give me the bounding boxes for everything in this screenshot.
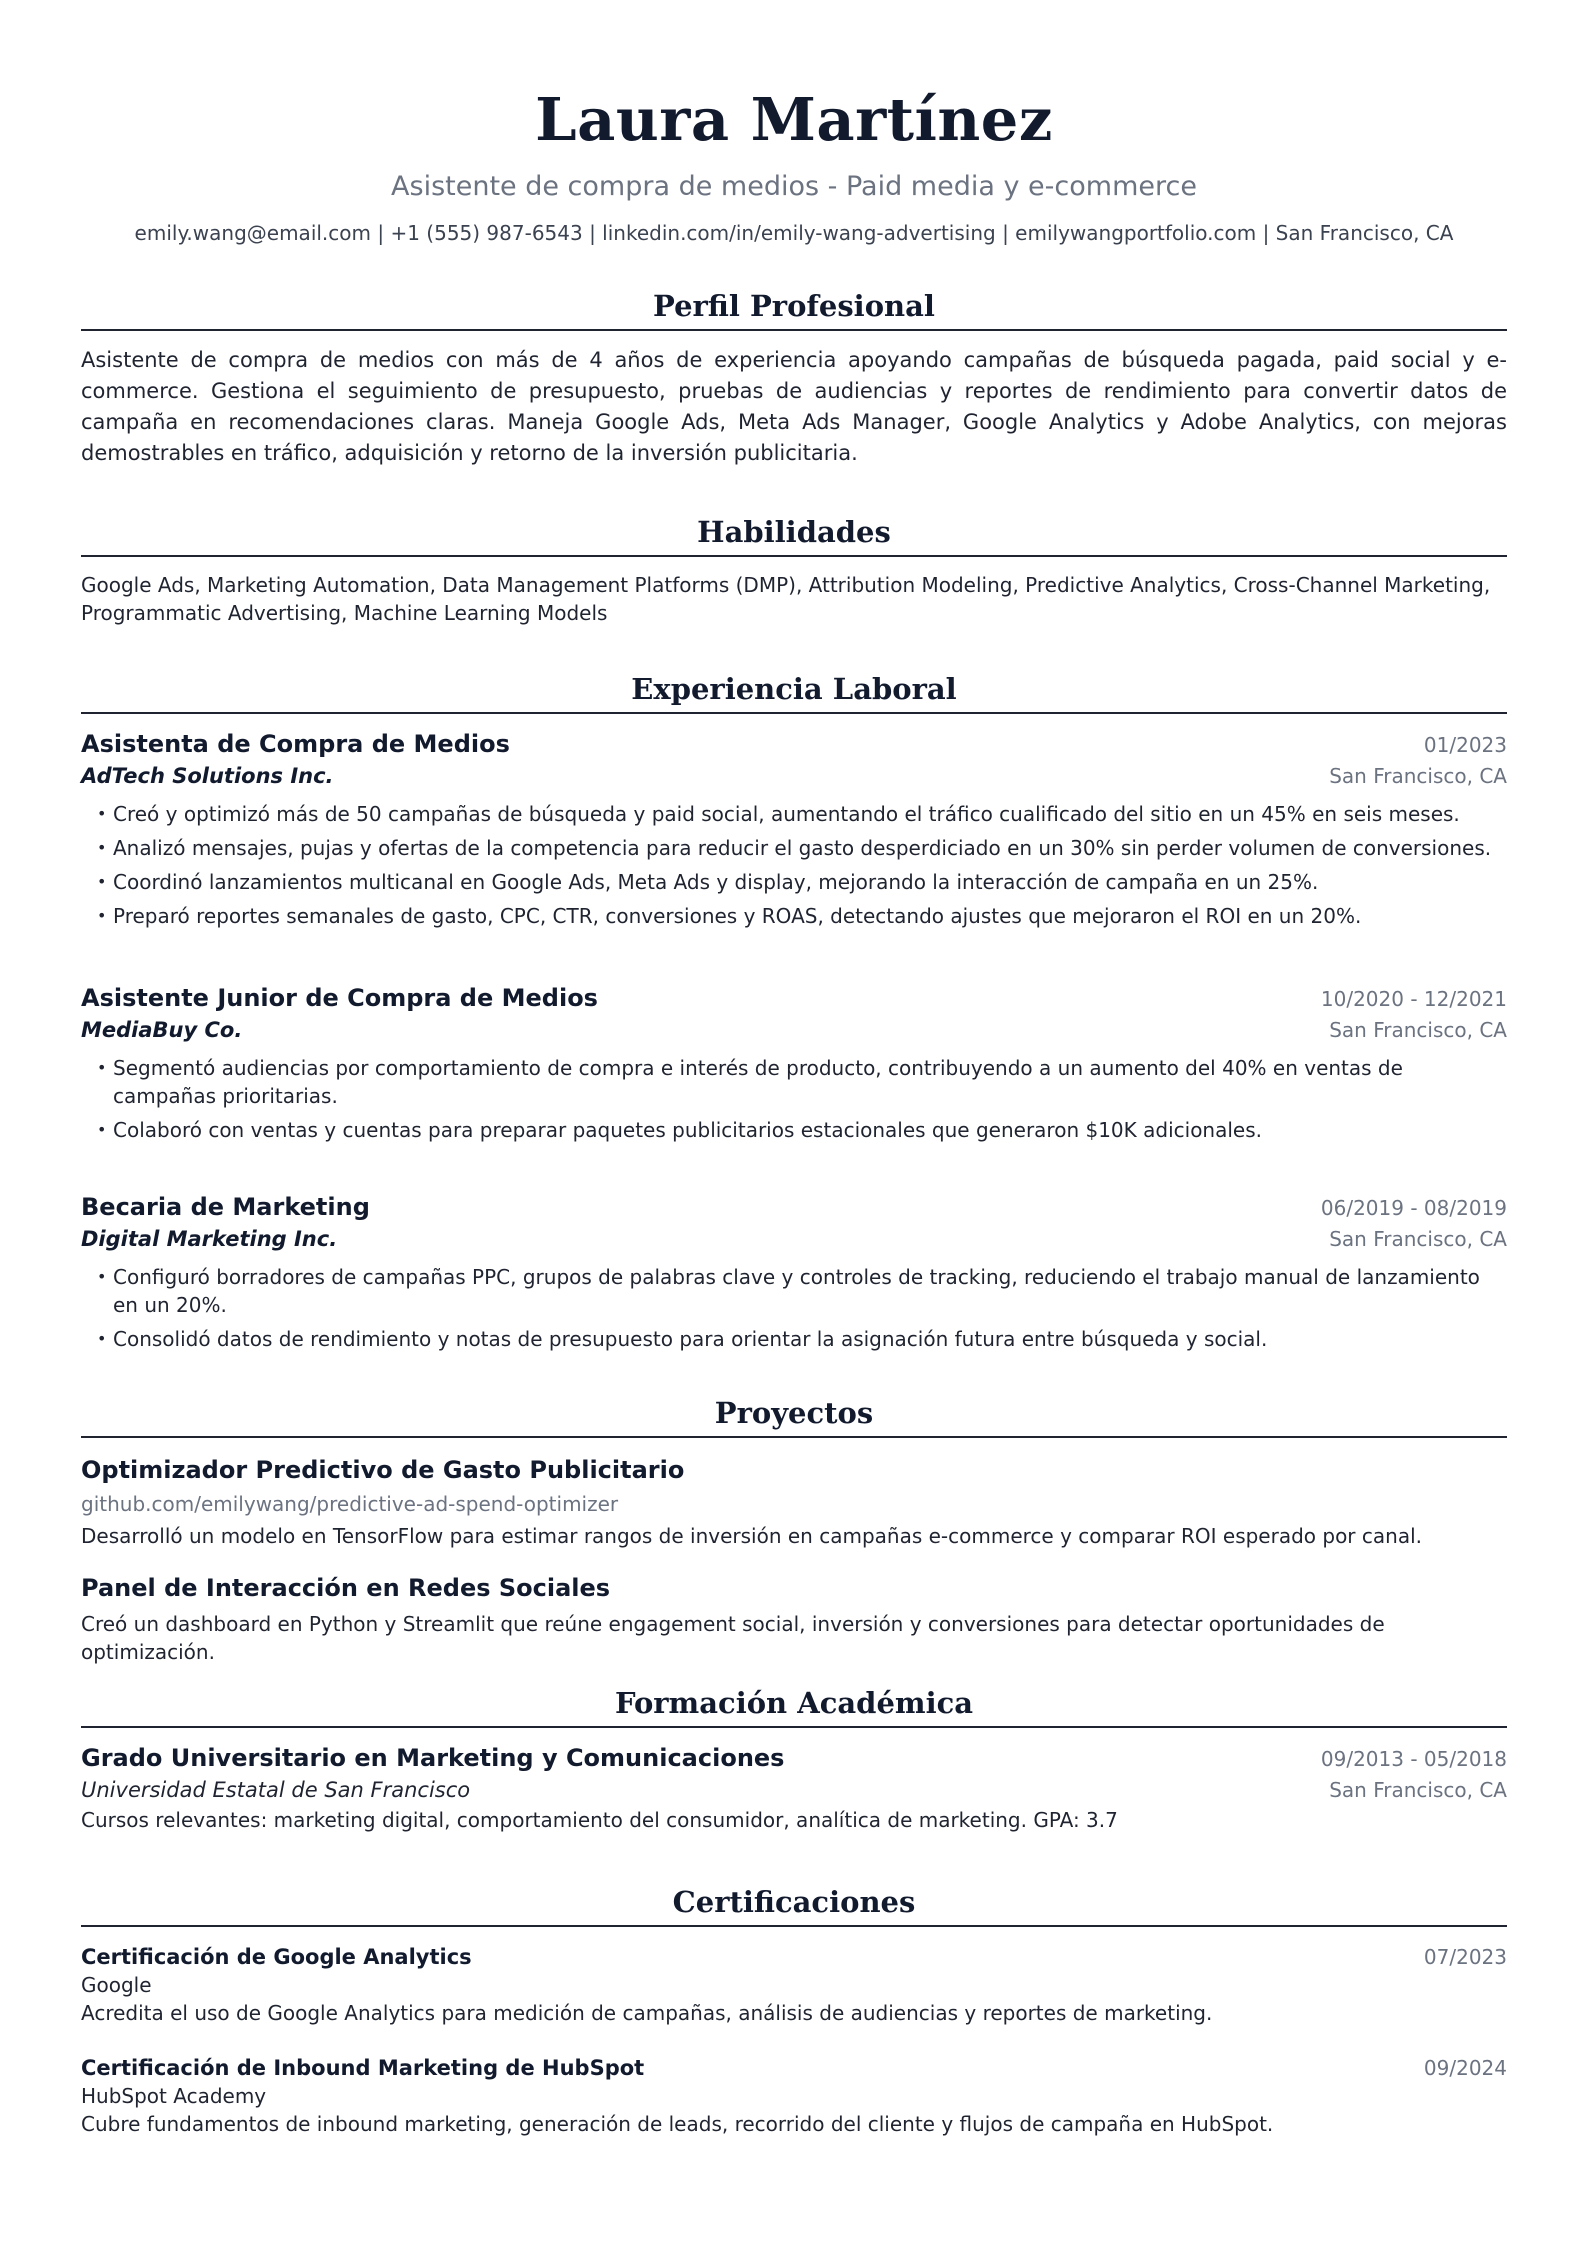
experience-section	[81, 670, 1507, 714]
list-item: • Segmentó audiencias por comportamiento de compra e interés de producto, contribuyendo a un aumento del 40% en ventas de campañas prioritarias.	[97, 1054, 1507, 1110]
certification-date: 09/2024	[1423, 2056, 1507, 2080]
education-entry	[81, 1744, 1507, 1834]
project-link[interactable]: github.com/emilywang/predictive-ad-spend-optimizer	[81, 1492, 619, 1516]
list-item: • Analizó mensajes, pujas y ofertas de la competencia para reducir el gasto desperdiciado en un 30% sin perder volumen de conversiones.	[97, 834, 1507, 862]
section-title-education: Formación Académica	[81, 1684, 1507, 1728]
project-title: Panel de Interacción en Redes Sociales	[81, 1574, 611, 1602]
certification-date: 07/2023	[1423, 1945, 1507, 1969]
contact-line: emily.wang@email.com | +1 (555) 987-6543 | linkedin.com/in/emily-wang-advertising | emilywangportfolio.com | San Francisco, CA	[134, 221, 1454, 245]
job-dates: 01/2023	[1423, 733, 1507, 757]
section-title-skills: Habilidades	[81, 513, 1507, 557]
job-location: San Francisco, CA	[1329, 764, 1507, 788]
job-bullets	[81, 1263, 1507, 1353]
school-location: San Francisco, CA	[1329, 1778, 1507, 1802]
profile-section	[81, 287, 1507, 469]
school-name: Universidad Estatal de San Francisco	[81, 1778, 471, 1802]
job-location: San Francisco, CA	[1329, 1018, 1507, 1042]
education-section	[81, 1684, 1507, 1728]
job-role: Asistenta de Compra de Medios	[81, 730, 510, 758]
profile-text: Asistente de compra de medios con más de 4 años de experiencia apoyando campañas de búsqueda pagada, paid social y e-commerce. Gestiona el seguimiento de presupuesto, pruebas de audiencias y reportes de rendimiento para convertir datos de campaña en recomendaciones claras. Maneja Google Ads, Meta Ads Manager, Google Analytics y Adobe Analytics, con mejoras demostrables en tráfico, adquisición y retorno de la inversión publicitaria.	[81, 348, 1507, 465]
job-bullets	[81, 800, 1507, 930]
education-details: Cursos relevantes: marketing digital, comportamiento del consumidor, analítica de marketing. GPA: 3.7	[81, 1808, 1118, 1832]
project-description: Desarrolló un modelo en TensorFlow para estimar rangos de inversión en campañas e-commerce y comparar ROI esperado por canal.	[81, 1524, 1422, 1548]
job-company: MediaBuy Co.	[81, 1018, 243, 1042]
section-title-experience: Experiencia Laboral	[81, 670, 1507, 714]
job-location: San Francisco, CA	[1329, 1227, 1507, 1251]
certification-title: Certificación de Google Analytics	[81, 1945, 472, 1969]
job-entry	[81, 1193, 1507, 1359]
job-role: Asistente Junior de Compra de Medios	[81, 984, 598, 1012]
list-item: • Consolidó datos de rendimiento y notas de presupuesto para orientar la asignación futura entre búsqueda y social.	[97, 1325, 1507, 1353]
job-dates: 06/2019 - 08/2019	[1320, 1196, 1507, 1220]
headline: Asistente de compra de medios - Paid media y e-commerce	[391, 171, 1197, 202]
certification-title: Certificación de Inbound Marketing de HubSpot	[81, 2056, 645, 2080]
skills-section	[81, 513, 1507, 627]
certification-entry	[81, 2056, 1507, 2138]
project-title: Optimizador Predictivo de Gasto Publicitario	[81, 1456, 685, 1484]
job-role: Becaria de Marketing	[81, 1193, 370, 1221]
section-title-projects: Proyectos	[81, 1394, 1507, 1438]
job-company: AdTech Solutions Inc.	[81, 764, 334, 788]
certification-issuer: HubSpot Academy	[81, 2084, 267, 2108]
job-entry	[81, 984, 1507, 1150]
section-title-certifications: Certificaciones	[81, 1883, 1507, 1927]
project-description: Creó un dashboard en Python y Streamlit que reúne engagement social, inversión y conversiones para detectar oportunidades de optimización.	[81, 1612, 1385, 1664]
section-title-profile: Perfil Profesional	[81, 287, 1507, 331]
job-bullets	[81, 1054, 1507, 1144]
certification-description: Acredita el uso de Google Analytics para medición de campañas, análisis de audiencias y reportes de marketing.	[81, 2001, 1213, 2025]
project-entry	[81, 1454, 1507, 1550]
certification-entry	[81, 1945, 1507, 2027]
list-item: • Coordinó lanzamientos multicanal en Google Ads, Meta Ads y display, mejorando la interacción de campaña en un 25%.	[97, 868, 1507, 896]
job-company: Digital Marketing Inc.	[81, 1227, 338, 1251]
list-item: • Configuró borradores de campañas PPC, grupos de palabras clave y controles de tracking, reduciendo el trabajo manual de lanzamiento en un 20%.	[97, 1263, 1507, 1319]
education-dates: 09/2013 - 05/2018	[1320, 1747, 1507, 1771]
candidate-name: Laura Martínez	[535, 85, 1053, 154]
skills-text: Google Ads, Marketing Automation, Data Management Platforms (DMP), Attribution Modeling, Predictive Analytics, Cross-Channel Marketing, Programmatic Advertising, Machine Learning Models	[81, 573, 1491, 625]
project-entry	[81, 1572, 1507, 1666]
list-item: • Creó y optimizó más de 50 campañas de búsqueda y paid social, aumentando el tráfico cualificado del sitio en un 45% en seis meses.	[97, 800, 1507, 828]
projects-section	[81, 1394, 1507, 1438]
certification-description: Cubre fundamentos de inbound marketing, generación de leads, recorrido del cliente y flujos de campaña en HubSpot.	[81, 2112, 1274, 2136]
certifications-section	[81, 1883, 1507, 1927]
degree-title: Grado Universitario en Marketing y Comunicaciones	[81, 1744, 785, 1772]
list-item: • Preparó reportes semanales de gasto, CPC, CTR, conversiones y ROAS, detectando ajustes que mejoraron el ROI en un 20%.	[97, 902, 1507, 930]
list-item: • Colaboró con ventas y cuentas para preparar paquetes publicitarios estacionales que generaron $10K adicionales.	[97, 1116, 1507, 1144]
certification-issuer: Google	[81, 1973, 152, 1997]
job-dates: 10/2020 - 12/2021	[1320, 987, 1507, 1011]
job-entry	[81, 730, 1507, 936]
